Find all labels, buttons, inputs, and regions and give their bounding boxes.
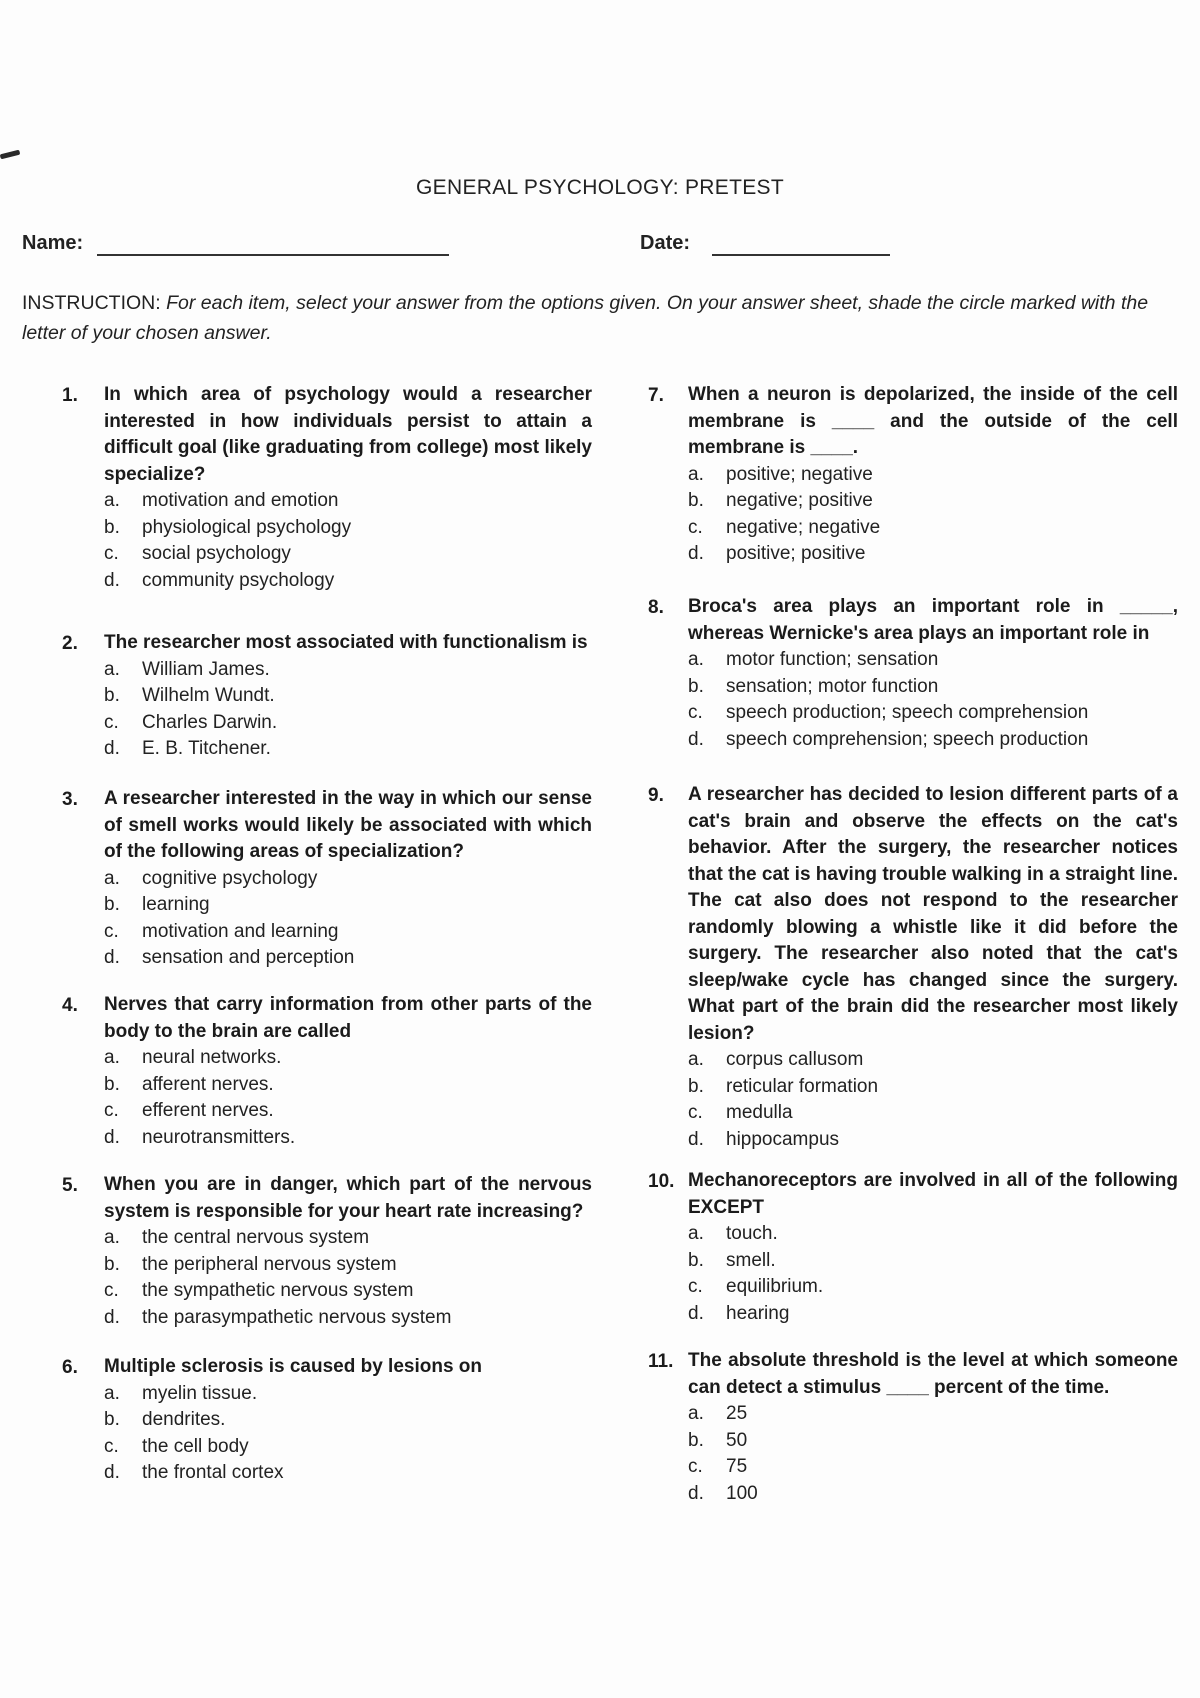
option-b[interactable] (688, 488, 1178, 515)
option-d[interactable] (104, 1305, 592, 1332)
option-a[interactable] (104, 1045, 592, 1072)
option-letter: a. (104, 867, 120, 889)
option-c[interactable] (688, 515, 1178, 542)
question-number: 9. (648, 785, 664, 806)
option-text: equilibrium. (726, 1276, 824, 1297)
option-text: negative; positive (726, 490, 873, 511)
option-text: community psychology (142, 569, 335, 591)
option-text: William James. (142, 658, 270, 680)
option-text: motivation and learning (142, 920, 339, 942)
option-text: reticular formation (726, 1075, 879, 1097)
option-letter: c. (104, 1100, 119, 1121)
date-blank-line (712, 254, 890, 256)
name-label: Name: (22, 232, 84, 254)
option-text: the sympathetic nervous system (142, 1280, 414, 1301)
option-list (688, 1221, 1178, 1327)
option-a[interactable] (104, 488, 592, 515)
option-list (104, 866, 592, 972)
option-letter: a. (688, 1223, 704, 1244)
question-number: 7. (648, 385, 664, 406)
date-field (640, 232, 690, 255)
option-text: E. B. Titchener. (142, 738, 271, 759)
option-text: speech production; speech comprehension (726, 702, 1089, 723)
option-letter: b. (688, 1075, 704, 1097)
option-letter: d. (104, 1462, 120, 1483)
option-text: motivation and emotion (142, 490, 339, 511)
question-3 (62, 786, 592, 972)
option-text: neural networks. (142, 1047, 282, 1068)
question-text: When you are in danger, which part of the nervous system is responsible for your heart rate increasing? (104, 1174, 592, 1222)
option-text: touch. (726, 1223, 778, 1244)
option-letter: b. (688, 490, 704, 511)
option-letter: d. (688, 728, 704, 750)
question-number: 3. (62, 789, 78, 810)
option-b[interactable] (104, 1072, 592, 1099)
option-text: sensation; motor function (726, 675, 939, 697)
option-text: speech comprehension; speech production (726, 728, 1089, 750)
option-letter: b. (104, 685, 120, 706)
option-text: physiological psychology (142, 516, 352, 538)
option-text: myelin tissue. (142, 1382, 258, 1404)
question-text: Nerves that carry information from other parts of the body to the brain are called (104, 994, 592, 1042)
question-text: In which area of psychology would a researcher interested in how individuals persist to attain a difficult goal (like graduating from college) most likely specialize? (104, 384, 592, 485)
option-letter: b. (104, 1253, 120, 1275)
option-b[interactable] (688, 1248, 1178, 1275)
option-c[interactable] (104, 1098, 592, 1125)
question-text: Multiple sclerosis is caused by lesions on (104, 1356, 483, 1377)
option-text: Charles Darwin. (142, 711, 278, 733)
option-a[interactable] (688, 1047, 1178, 1074)
option-letter: c. (104, 920, 119, 942)
question-text: A researcher interested in the way in which our sense of smell works would likely be associated with which of the following areas of specialization? (104, 788, 592, 862)
option-a[interactable] (688, 1401, 1178, 1428)
option-text: cognitive psychology (142, 867, 318, 889)
option-letter: a. (104, 1382, 120, 1404)
option-text: smell. (726, 1249, 776, 1271)
option-letter: a. (688, 1049, 704, 1070)
option-a[interactable] (104, 1225, 592, 1252)
question-5 (62, 1172, 592, 1331)
option-letter: b. (688, 675, 704, 697)
option-letter: a. (688, 463, 704, 485)
option-c[interactable] (104, 1278, 592, 1305)
option-text: medulla (726, 1102, 793, 1123)
option-b[interactable] (104, 515, 592, 542)
option-b[interactable] (104, 1407, 592, 1434)
option-b[interactable] (104, 1252, 592, 1279)
question-2 (62, 630, 592, 763)
option-list (688, 1401, 1178, 1507)
option-text: afferent nerves. (142, 1073, 274, 1095)
option-b[interactable] (688, 1074, 1178, 1101)
option-list (104, 1045, 592, 1151)
option-letter: c. (104, 543, 119, 564)
instruction (22, 288, 1182, 348)
question-text: The researcher most associated with functionalism is (104, 632, 588, 653)
option-text: positive; positive (726, 543, 866, 564)
option-a[interactable] (104, 866, 592, 893)
option-d[interactable] (104, 1460, 592, 1487)
option-d[interactable] (688, 1301, 1178, 1328)
option-letter: b. (688, 1429, 704, 1451)
option-c[interactable] (688, 700, 1178, 727)
option-text: hearing (726, 1302, 790, 1324)
option-letter: d. (104, 738, 120, 759)
question-number: 6. (62, 1357, 78, 1378)
option-text: the parasympathetic nervous system (142, 1306, 452, 1328)
option-a[interactable] (104, 657, 592, 684)
option-text: hippocampus (726, 1128, 840, 1150)
option-list (104, 1381, 592, 1487)
option-text: the cell body (142, 1435, 249, 1457)
option-letter: d. (688, 1128, 704, 1150)
question-number: 5. (62, 1175, 78, 1196)
question-1 (62, 382, 592, 594)
option-letter: d. (104, 1306, 120, 1328)
option-list (688, 462, 1178, 568)
option-letter: c. (104, 1280, 119, 1301)
option-b[interactable] (688, 1428, 1178, 1455)
option-letter: a. (104, 1047, 120, 1068)
option-d[interactable] (104, 736, 592, 763)
option-c[interactable] (688, 1454, 1178, 1481)
option-letter: a. (688, 649, 704, 670)
option-letter: c. (104, 1435, 119, 1457)
option-d[interactable] (104, 1125, 592, 1152)
question-8 (648, 594, 1178, 753)
question-text: The absolute threshold is the level at which someone can detect a stimulus ____ percent of the time. (688, 1350, 1178, 1398)
option-letter: c. (688, 1456, 703, 1477)
option-c[interactable] (688, 1100, 1178, 1127)
option-letter: a. (104, 1227, 120, 1248)
question-10 (648, 1168, 1178, 1327)
option-letter: b. (104, 516, 120, 538)
name-field (22, 232, 83, 255)
option-letter: c. (688, 1276, 703, 1297)
question-7 (648, 382, 1178, 568)
option-a[interactable] (688, 1221, 1178, 1248)
name-blank-line (97, 254, 449, 256)
option-letter: a. (688, 1403, 704, 1424)
question-text: When a neuron is depolarized, the inside of the cell membrane is ____ and the outside of the cell membrane is ____. (688, 384, 1178, 458)
question-11 (648, 1348, 1178, 1507)
option-letter: a. (104, 658, 120, 680)
option-c[interactable] (104, 1434, 592, 1461)
option-text: sensation and perception (142, 947, 355, 968)
question-text: A researcher has decided to lesion different parts of a cat's brain and observe the effects on the cat's behavior. After the surgery, the researcher notices that the cat is having trouble walking in a straight line. The cat also does not respond to the researcher randomly blowing a whistle like it did before the surgery. The researcher also noted that the cat's sleep/wake cycle has changed since the surgery. What part of the brain did the researcher most likely lesion? (688, 784, 1178, 1044)
option-letter: b. (104, 1409, 120, 1430)
page-title: GENERAL PSYCHOLOGY: PRETEST (416, 176, 784, 199)
option-c[interactable] (104, 710, 592, 737)
option-a[interactable] (104, 1381, 592, 1408)
option-d[interactable] (688, 1127, 1178, 1154)
question-number: 11. (648, 1351, 674, 1372)
date-label: Date: (640, 232, 691, 254)
option-letter: d. (688, 1482, 704, 1504)
option-text: the peripheral nervous system (142, 1253, 397, 1275)
option-letter: b. (688, 1249, 704, 1271)
option-text: 50 (726, 1429, 748, 1451)
option-letter: d. (104, 1126, 120, 1148)
option-text: efferent nerves. (142, 1100, 274, 1121)
option-b[interactable] (688, 674, 1178, 701)
option-letter: c. (688, 516, 703, 538)
option-letter: b. (104, 894, 120, 915)
option-b[interactable] (104, 892, 592, 919)
question-6 (62, 1354, 592, 1487)
question-text: Mechanoreceptors are involved in all of the following EXCEPT (688, 1170, 1178, 1218)
option-text: motor function; sensation (726, 649, 939, 670)
question-number: 8. (648, 597, 664, 618)
option-a[interactable] (688, 647, 1178, 674)
option-text: 100 (726, 1482, 758, 1504)
option-d[interactable] (104, 568, 592, 595)
option-text: positive; negative (726, 463, 873, 485)
option-text: 25 (726, 1403, 748, 1424)
option-letter: d. (688, 543, 704, 564)
question-4 (62, 992, 592, 1151)
option-text: 75 (726, 1456, 748, 1477)
option-d[interactable] (688, 727, 1178, 754)
question-text: Broca's area plays an important role in _____, whereas Wernicke's area plays an important role in (688, 596, 1178, 644)
question-number: 1. (62, 385, 78, 406)
option-text: learning (142, 894, 210, 915)
option-letter: b. (104, 1073, 120, 1095)
option-d[interactable] (688, 541, 1178, 568)
option-letter: c. (104, 711, 119, 733)
option-text: social psychology (142, 543, 291, 564)
option-letter: d. (104, 569, 120, 591)
option-b[interactable] (104, 683, 592, 710)
option-list (104, 1225, 592, 1331)
scan-mark (0, 150, 20, 160)
option-letter: c. (688, 702, 703, 723)
option-c[interactable] (104, 919, 592, 946)
option-list (688, 647, 1178, 753)
option-text: dendrites. (142, 1409, 226, 1430)
option-list (104, 488, 592, 594)
option-c[interactable] (688, 1274, 1178, 1301)
option-text: Wilhelm Wundt. (142, 685, 275, 706)
option-letter: d. (688, 1302, 704, 1324)
option-text: the frontal cortex (142, 1462, 284, 1483)
instruction-text: For each item, select your answer from the options given. On your answer sheet, shade the circle marked with the letter of your chosen answer. (22, 292, 1149, 344)
option-text: corpus callusom (726, 1049, 864, 1070)
option-a[interactable] (688, 462, 1178, 489)
instruction-lead: INSTRUCTION: (22, 292, 161, 314)
option-letter: c. (688, 1102, 703, 1123)
option-d[interactable] (688, 1481, 1178, 1508)
option-text: neurotransmitters. (142, 1126, 296, 1148)
question-number: 4. (62, 995, 78, 1016)
option-letter: a. (104, 490, 120, 511)
option-c[interactable] (104, 541, 592, 568)
question-9 (648, 782, 1178, 1153)
option-list (688, 1047, 1178, 1153)
option-d[interactable] (104, 945, 592, 972)
question-number: 2. (62, 633, 78, 654)
question-number: 10. (648, 1171, 675, 1192)
option-text: the central nervous system (142, 1227, 370, 1248)
option-list (104, 657, 592, 763)
option-text: negative; negative (726, 516, 881, 538)
option-letter: d. (104, 947, 120, 968)
